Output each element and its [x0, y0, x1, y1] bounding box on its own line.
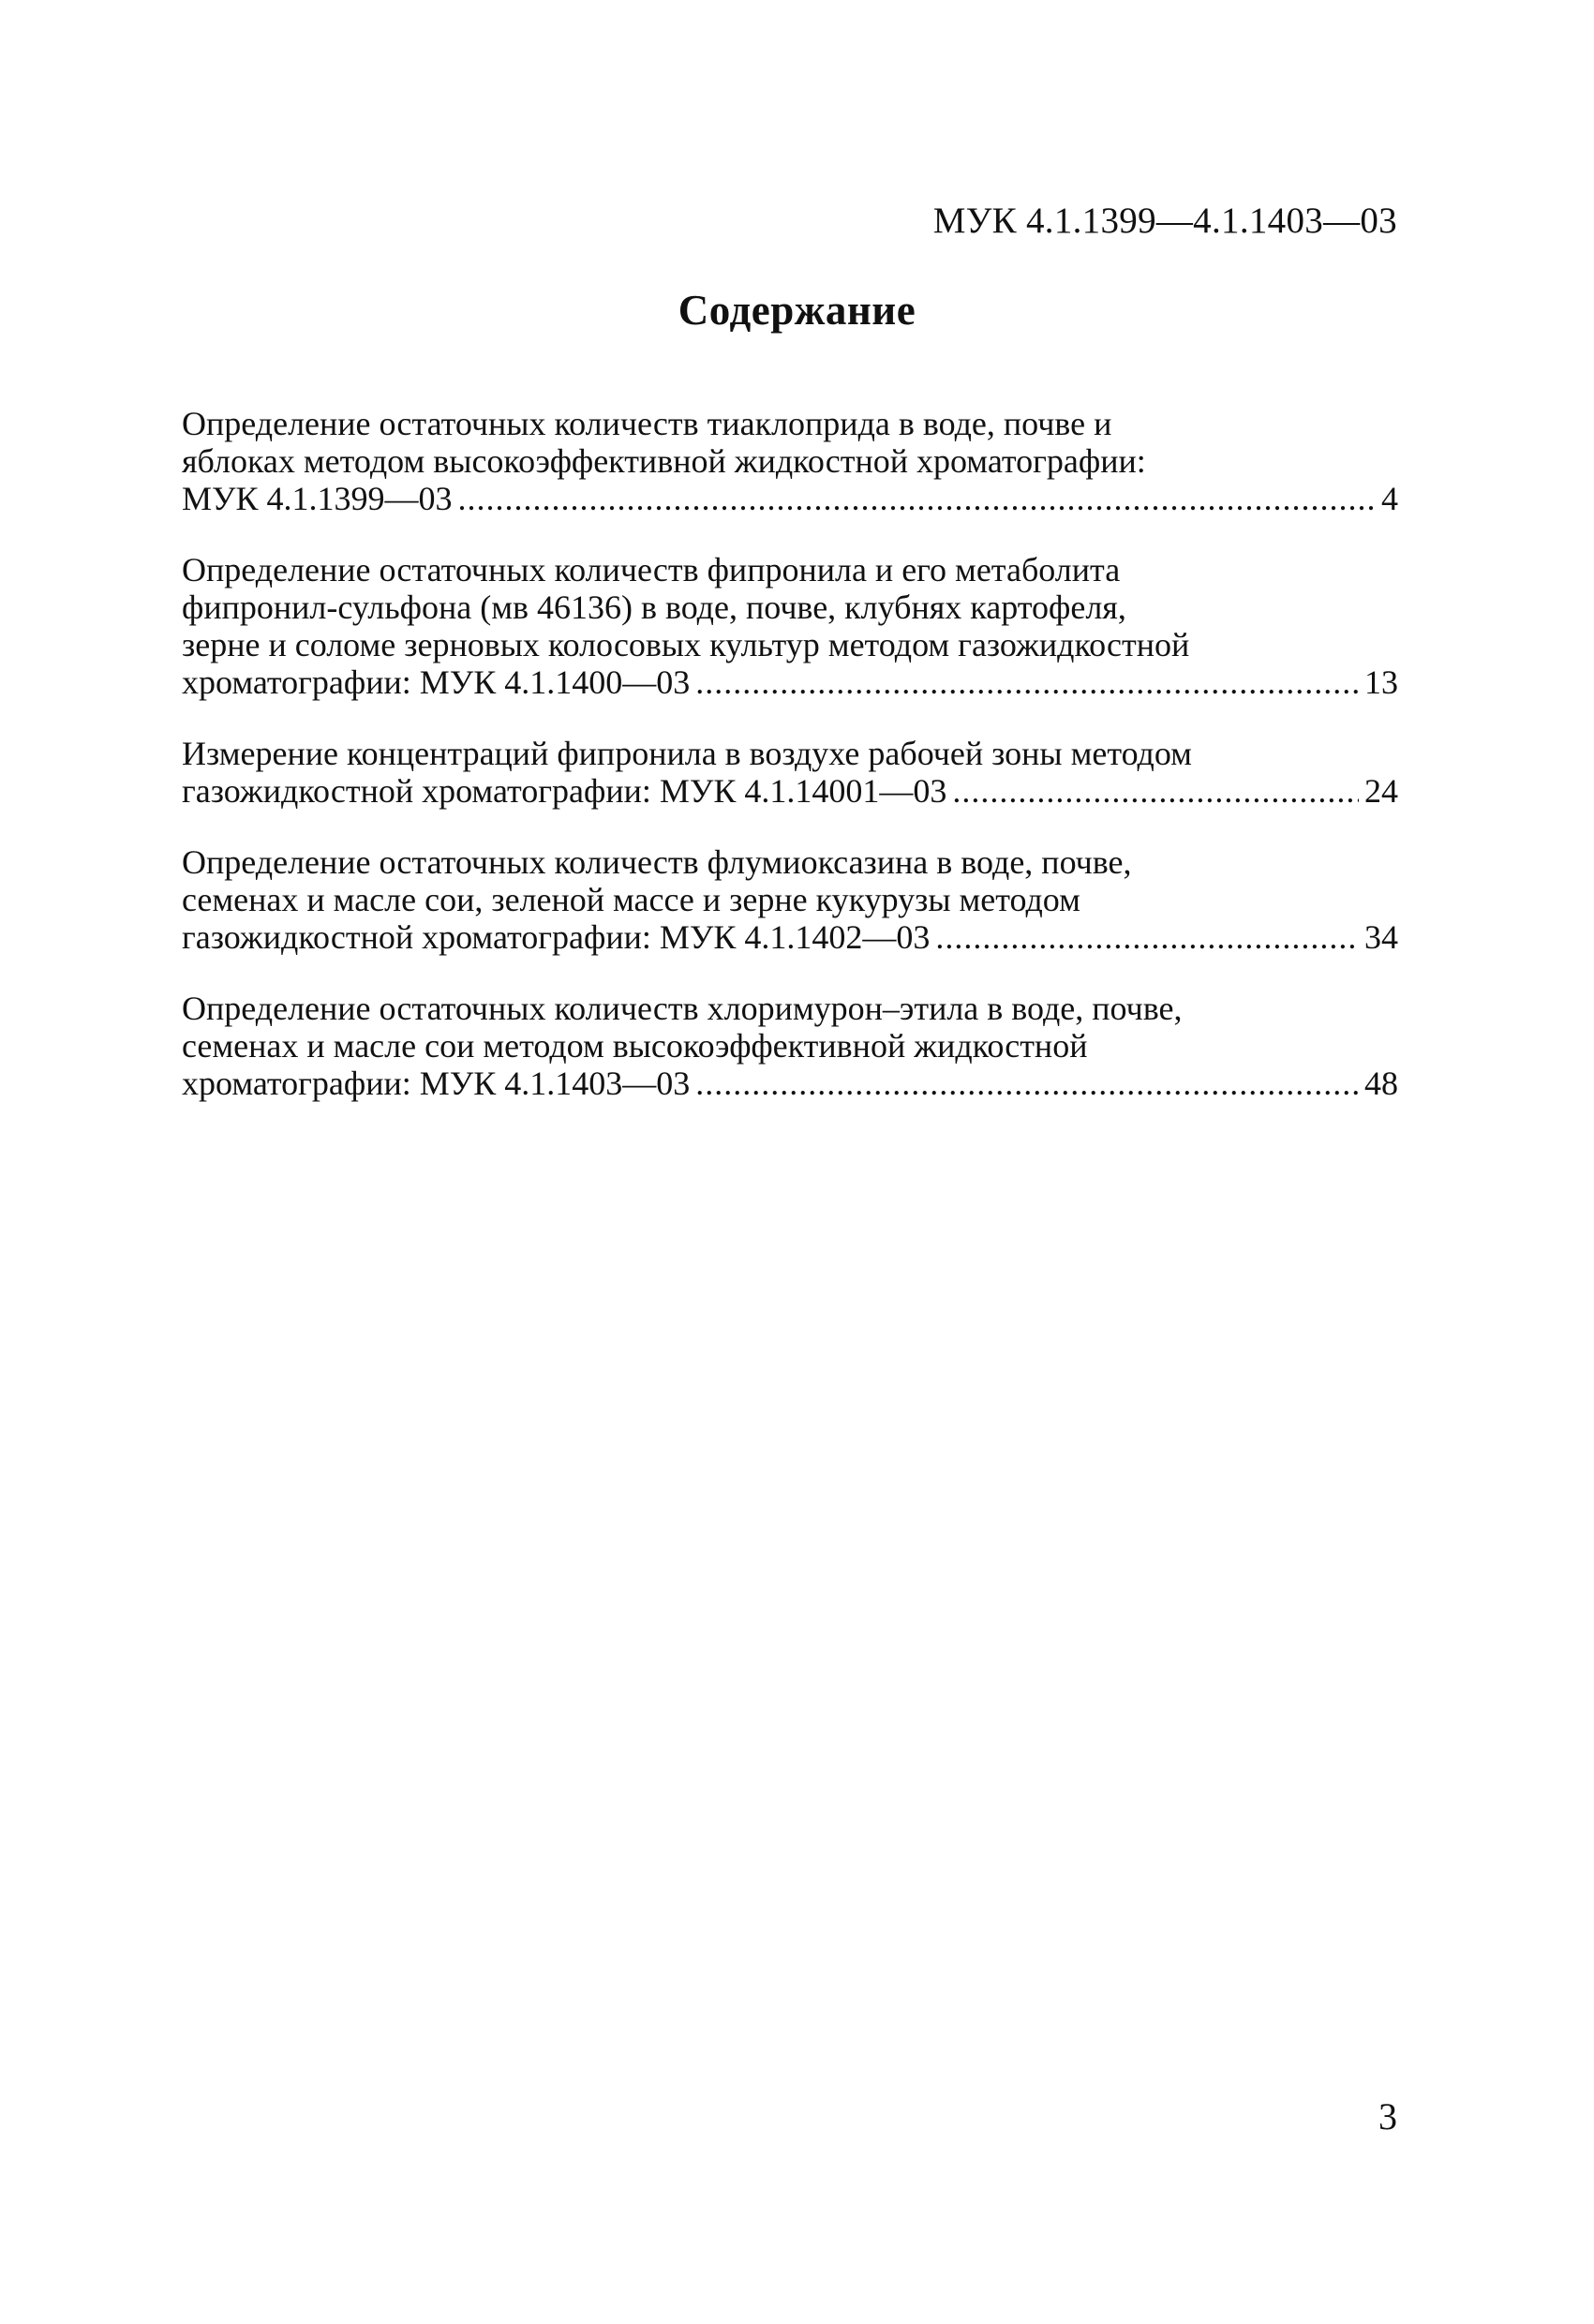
toc-entry-line: фипронил-сульфона (мв 46136) в воде, почве, клубнях картофеля, — [182, 588, 1126, 626]
toc-entry[interactable] — [182, 990, 1398, 1102]
toc-entry-line: семенах и масле сои методом высокоэффективной жидкостной — [182, 1027, 1088, 1065]
toc-entry-last-line — [182, 1065, 1398, 1102]
toc-entry-page: 48 — [1364, 1065, 1398, 1102]
toc-entry[interactable] — [182, 735, 1398, 810]
toc-entry[interactable] — [182, 843, 1398, 956]
dot-leader — [935, 918, 1359, 956]
toc-entry-line: Определение остаточных количеств хлоримурон–этила в воде, почве, — [182, 990, 1183, 1027]
toc-entry-page: 4 — [1381, 480, 1398, 517]
toc-entry-line: зерне и соломе зерновых колосовых культур методом газожидкостной — [182, 626, 1190, 663]
toc-entry-line: яблоках методом высокоэффективной жидкостной хроматографии: — [182, 442, 1146, 480]
toc-entry-last-line — [182, 480, 1398, 517]
dot-leader — [952, 772, 1359, 810]
table-of-contents — [182, 405, 1398, 1136]
dot-leader — [695, 1065, 1359, 1102]
document-code-header: МУК 4.1.1399—4.1.1403—03 — [932, 201, 1397, 241]
toc-entry-line: семенах и масле сои, зеленой массе и зерне кукурузы методом — [182, 881, 1080, 918]
toc-entry-last-line — [182, 918, 1398, 956]
toc-entry-line: Определение остаточных количеств тиаклоприда в воде, почве и — [182, 405, 1112, 442]
toc-entry-page: 24 — [1364, 772, 1398, 810]
toc-entry[interactable] — [182, 405, 1398, 517]
dot-leader — [458, 480, 1376, 517]
toc-entry-page: 13 — [1364, 663, 1398, 701]
toc-entry-reference: хроматографии: МУК 4.1.1400—03 — [182, 663, 691, 701]
dot-leader — [695, 663, 1359, 701]
toc-entry-reference: МУК 4.1.1399—03 — [182, 480, 453, 517]
toc-entry-reference: газожидкостной хроматографии: МУК 4.1.1402—03 — [182, 918, 931, 956]
toc-entry-line: Определение остаточных количеств фипронила и его метаболита — [182, 551, 1121, 588]
toc-entry[interactable] — [182, 551, 1398, 701]
toc-entry-line: Определение остаточных количеств флумиоксазина в воде, почве, — [182, 843, 1132, 881]
toc-entry-line: Измерение концентраций фипронила в воздухе рабочей зоны методом — [182, 735, 1192, 772]
toc-entry-page: 34 — [1364, 918, 1398, 956]
toc-entry-reference: хроматографии: МУК 4.1.1403—03 — [182, 1065, 691, 1102]
toc-entry-last-line — [182, 663, 1398, 701]
toc-title: Содержание — [678, 287, 916, 334]
page-number: 3 — [1378, 2095, 1397, 2138]
toc-entry-reference: газожидкостной хроматографии: МУК 4.1.14001—03 — [182, 772, 947, 810]
toc-entry-last-line — [182, 772, 1398, 810]
